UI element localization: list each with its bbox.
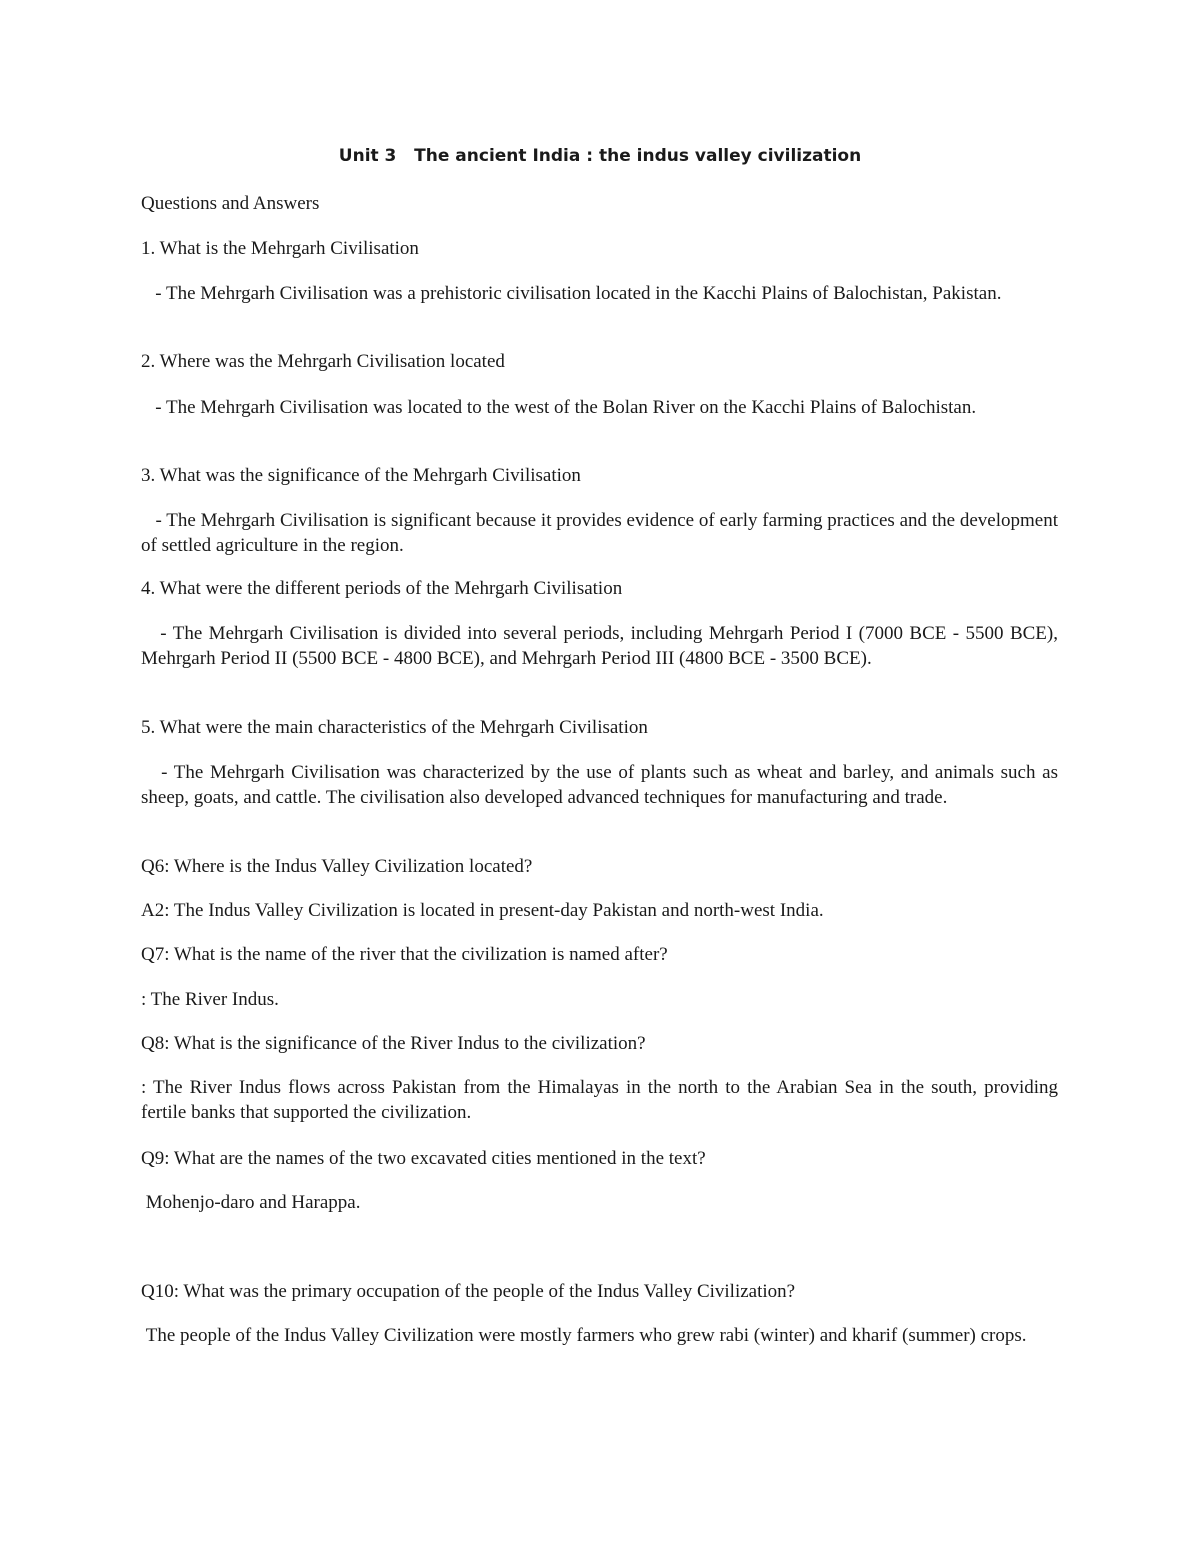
answer-1: - The Mehrgarh Civilisation was a prehistoric civilisation located in the Kacchi Plains of Balochistan, Pakistan. (141, 283, 1002, 304)
answer-7: : The River Indus. (141, 989, 279, 1010)
question-3: 3. What was the significance of the Mehrgarh Civilisation (141, 465, 581, 486)
question-5: 5. What were the main characteristics of the Mehrgarh Civilisation (141, 717, 648, 738)
question-10: Q10: What was the primary occupation of the people of the Indus Valley Civilization? (141, 1281, 796, 1302)
answer-2: - The Mehrgarh Civilisation was located to the west of the Bolan River on the Kacchi Plains of Balochistan. (141, 397, 977, 418)
answer-10: The people of the Indus Valley Civilization were mostly farmers who grew rabi (winter) and kharif (summer) crops. (141, 1325, 1027, 1346)
section-subtitle: Questions and Answers (141, 193, 320, 214)
question-1: 1. What is the Mehrgarh Civilisation (141, 238, 419, 259)
answer-4: - The Mehrgarh Civilisation is divided into several periods, including Mehrgarh Period I (7000 BCE - 5500 BCE), Mehrgarh Period II (5500 BCE - 4800 BCE), and Mehrgarh Period III (4800 BCE - 3500 BCE). (141, 623, 1063, 669)
answer-3: - The Mehrgarh Civilisation is significant because it provides evidence of early farming practices and the development of settled agriculture in the region. (141, 510, 1063, 556)
question-2: 2. Where was the Mehrgarh Civilisation located (141, 351, 505, 372)
answer-6: A2: The Indus Valley Civilization is located in present-day Pakistan and north-west India. (141, 900, 824, 921)
page-title: Unit 3 The ancient India : the indus valley civilization (338, 146, 862, 166)
question-8: Q8: What is the significance of the River Indus to the civilization? (141, 1033, 646, 1054)
question-6: Q6: Where is the Indus Valley Civilization located? (141, 856, 533, 877)
question-9: Q9: What are the names of the two excavated cities mentioned in the text? (141, 1148, 706, 1169)
question-4: 4. What were the different periods of the Mehrgarh Civilisation (141, 578, 623, 599)
question-7: Q7: What is the name of the river that the civilization is named after? (141, 944, 668, 965)
answer-5: - The Mehrgarh Civilisation was characterized by the use of plants such as wheat and barley, and animals such as sheep, goats, and cattle. The civilisation also developed advanced techniques for manufacturing and trade. (141, 762, 1063, 808)
answer-8: : The River Indus flows across Pakistan from the Himalayas in the north to the Arabian Sea in the south, providing fertile banks that supported the civilization. (141, 1077, 1058, 1123)
answer-9: Mohenjo-daro and Harappa. (141, 1192, 361, 1213)
